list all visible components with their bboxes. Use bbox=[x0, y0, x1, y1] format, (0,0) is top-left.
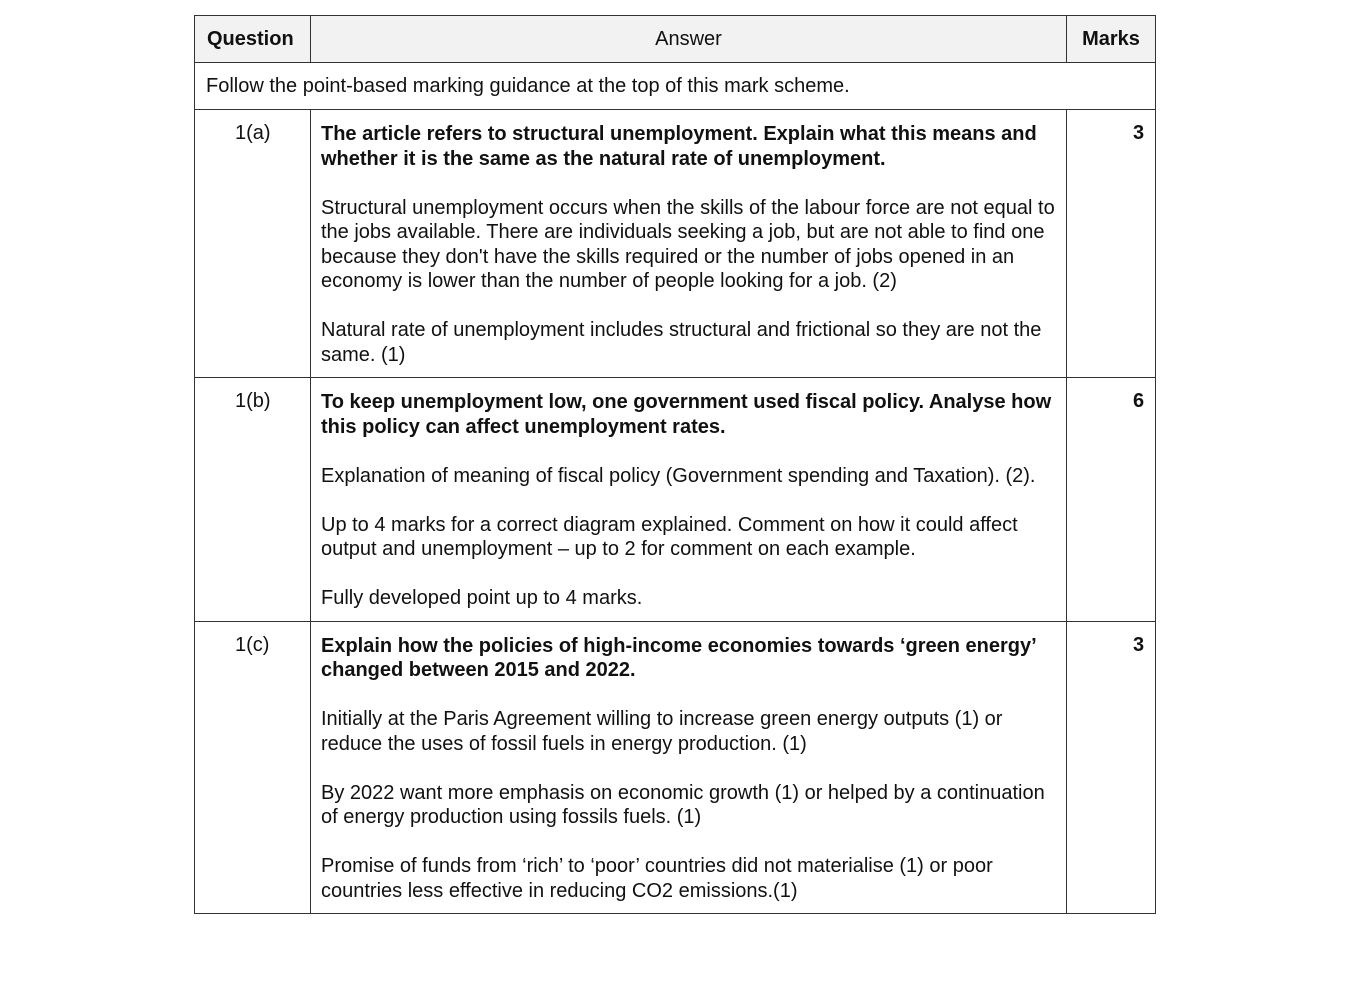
question-number: 1(a) bbox=[195, 110, 311, 378]
question-prompt: To keep unemployment low, one government used fiscal policy. Analyse how this policy can affect unemployment rates. bbox=[321, 391, 1052, 438]
table-row bbox=[195, 621, 1156, 914]
question-number: 1(c) bbox=[195, 621, 311, 914]
answer-paragraph: Initially at the Paris Agreement willing to increase green energy outputs (1) or reduce the uses of fossil fuels in energy production. (1) bbox=[321, 708, 1003, 755]
answer-paragraph: Natural rate of unemployment includes structural and frictional so they are not the same. (1) bbox=[321, 319, 1042, 366]
answer-column-header: Answer bbox=[311, 16, 1067, 63]
mark-scheme-table bbox=[194, 15, 1156, 914]
header-row bbox=[195, 16, 1156, 63]
marking-guidance-text: Follow the point-based marking guidance at the top of this mark scheme. bbox=[195, 63, 1156, 110]
question-prompt: Explain how the policies of high-income economies towards ‘green energy’ changed between 2015 and 2022. bbox=[321, 634, 1036, 681]
marks-value: 6 bbox=[1067, 378, 1156, 622]
marks-column-header: Marks bbox=[1067, 16, 1156, 63]
answer-paragraph: Promise of funds from ‘rich’ to ‘poor’ countries did not materialise (1) or poor countries less effective in reducing CO2 emissions.(1) bbox=[321, 855, 993, 902]
guidance-row bbox=[195, 63, 1156, 110]
answer-paragraph: Fully developed point up to 4 marks. bbox=[321, 587, 643, 609]
marks-value: 3 bbox=[1067, 110, 1156, 378]
answer-paragraph: Structural unemployment occurs when the skills of the labour force are not equal to the jobs available. There are individuals seeking a job, but are not able to find one because they don't have the skills required or the number of jobs opened in an economy is lower than the number of people looking for a job. (2) bbox=[321, 196, 1055, 292]
answer-paragraph: By 2022 want more emphasis on economic growth (1) or helped by a continuation of energy production using fossils fuels. (1) bbox=[321, 781, 1045, 828]
question-column-header: Question bbox=[195, 16, 311, 63]
answer-paragraph: Explanation of meaning of fiscal policy (Government spending and Taxation). (2). bbox=[321, 464, 1036, 487]
question-prompt: The article refers to structural unemployment. Explain what this means and whether it is the same as the natural rate of unemployment. bbox=[321, 123, 1037, 170]
answer-paragraph: Up to 4 marks for a correct diagram explained. Comment on how it could affect output and unemployment – up to 2 for comment on each example. bbox=[321, 513, 1018, 560]
answer-cell bbox=[311, 110, 1067, 378]
question-number: 1(b) bbox=[195, 378, 311, 622]
answer-cell bbox=[311, 378, 1067, 622]
table-row bbox=[195, 378, 1156, 622]
table-row bbox=[195, 110, 1156, 378]
marks-value: 3 bbox=[1067, 621, 1156, 914]
answer-cell bbox=[311, 621, 1067, 914]
